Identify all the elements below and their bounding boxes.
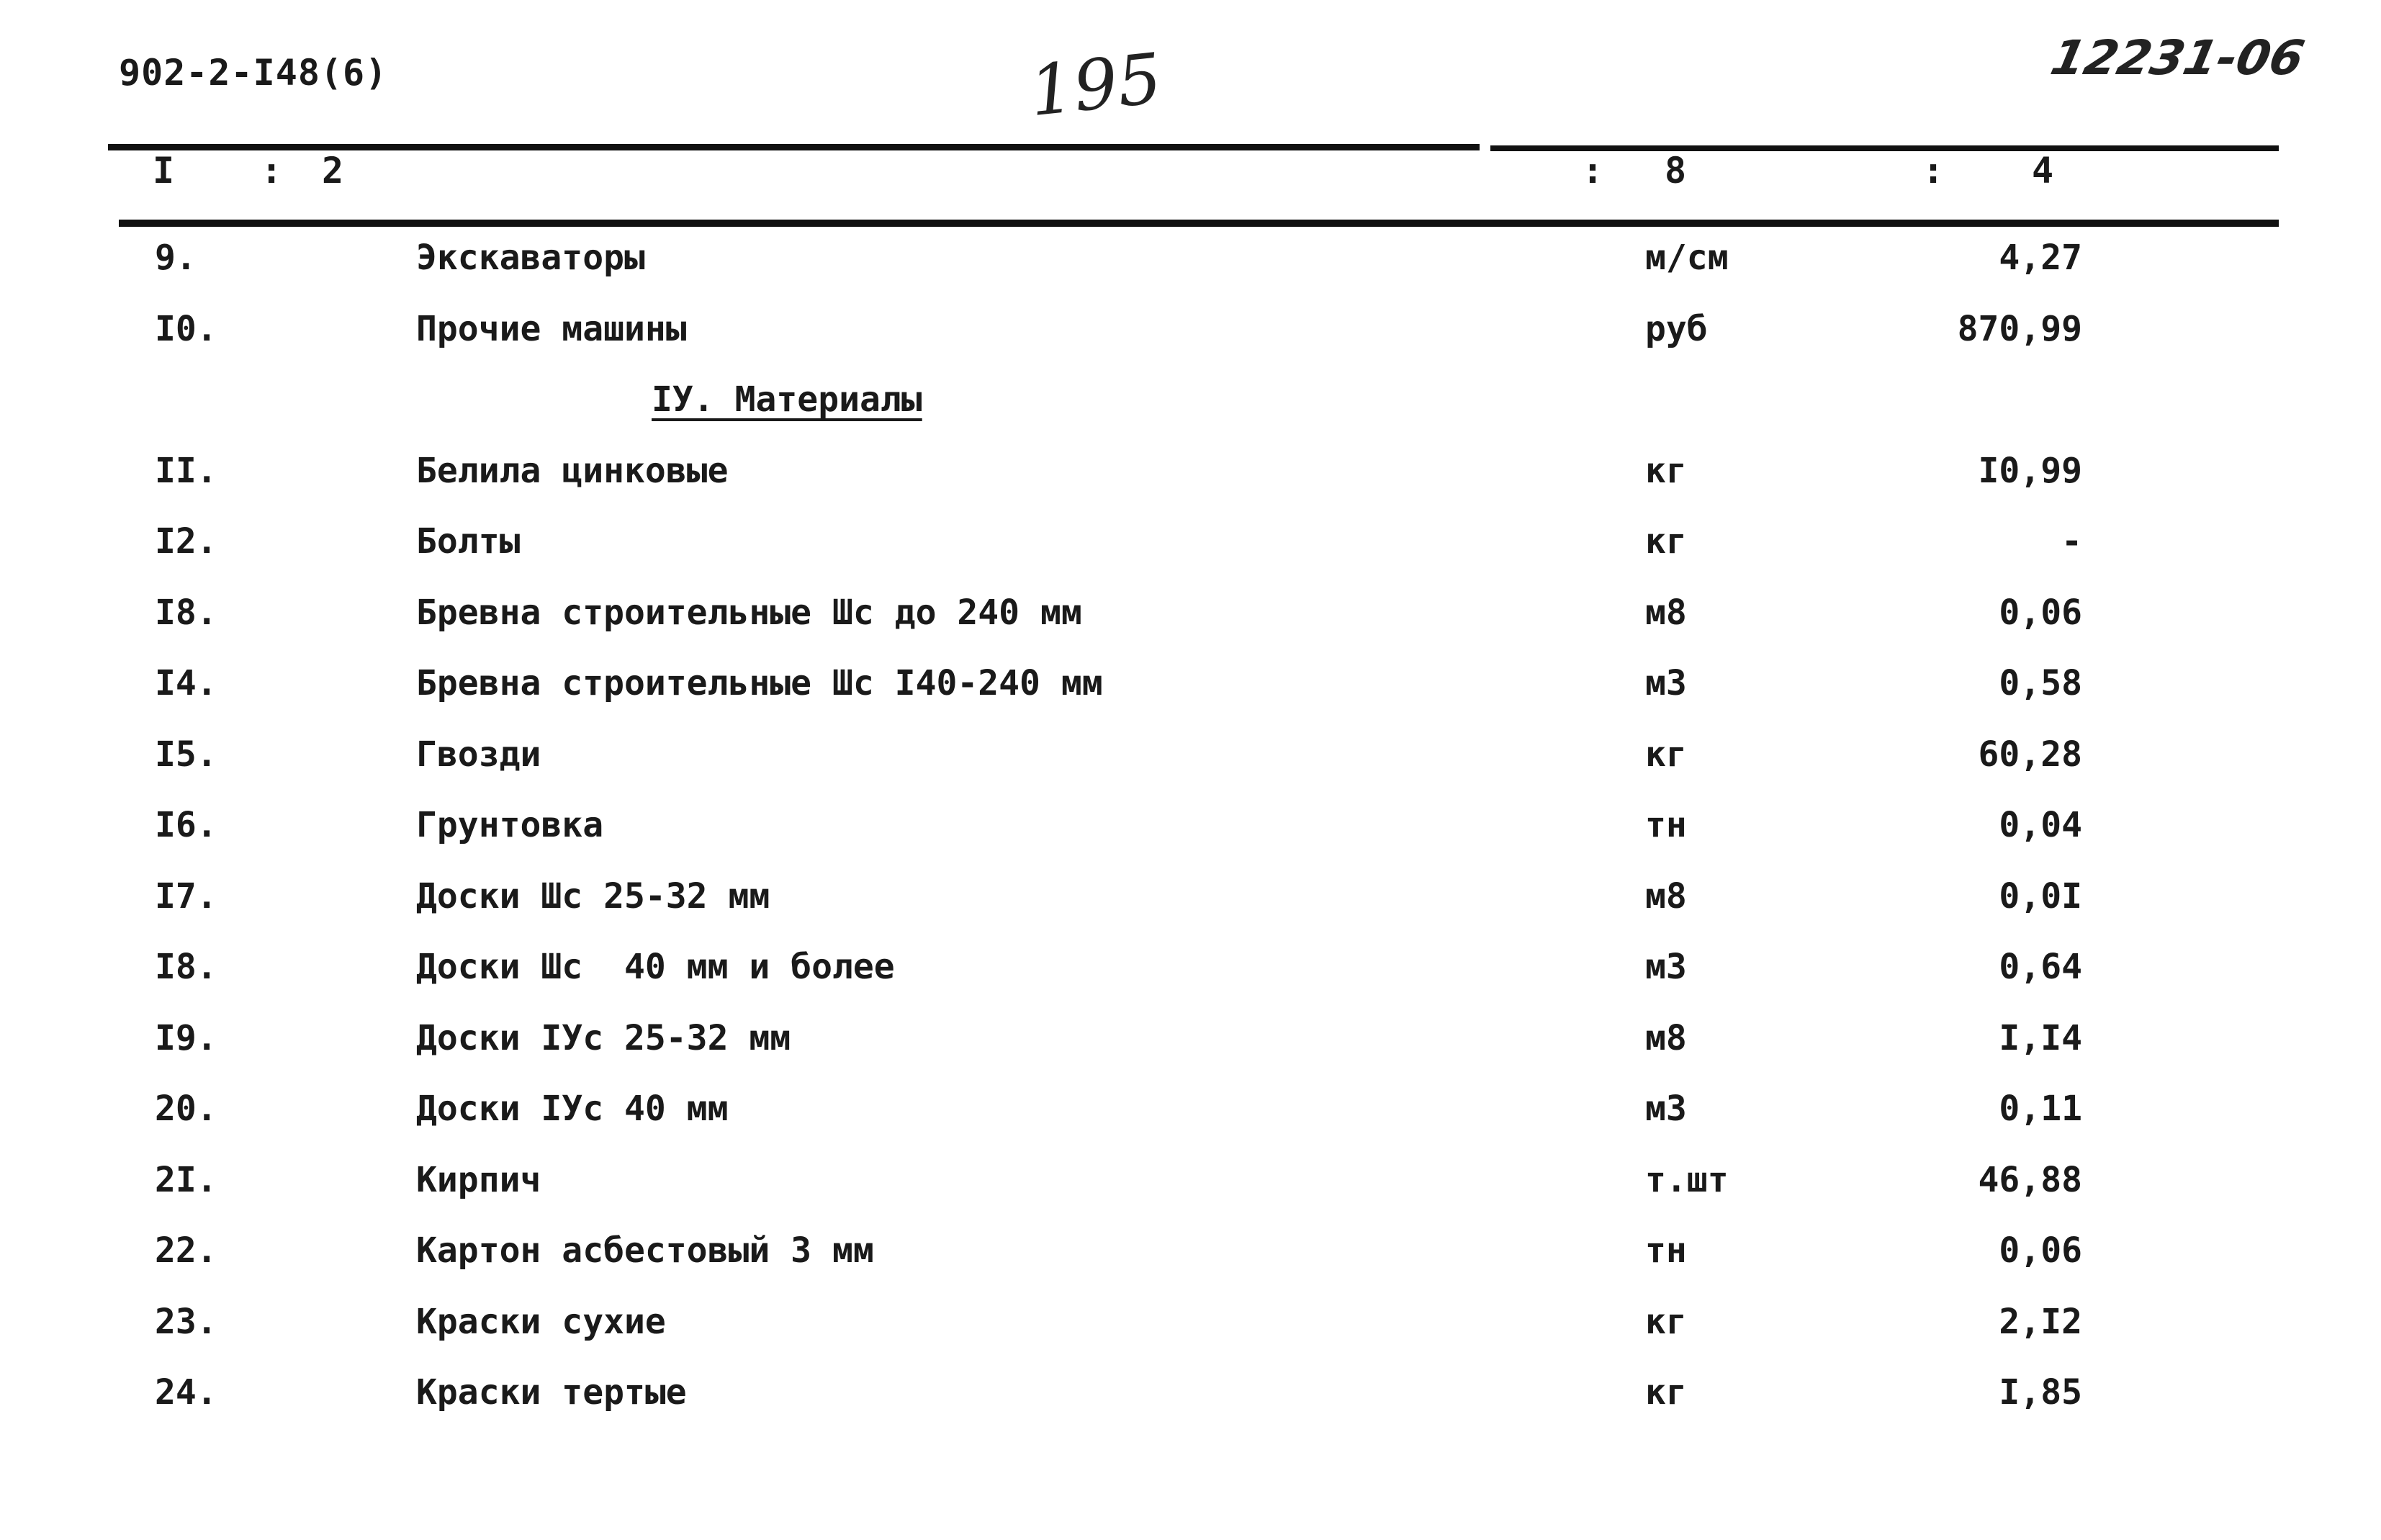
header-separator: : [1922,150,1945,192]
row-name: Грунтовка [416,805,604,845]
header-col-4: 4 [2032,150,2054,192]
table-row [0,663,2381,734]
table-row [0,521,2381,593]
row-number: I2. [155,521,217,562]
header-separator: : [1582,150,1604,192]
row-unit: т.шт [1645,1159,1729,1200]
row-name: Краски сухие [416,1301,666,1342]
row-number: I8. [155,592,217,633]
row-name: Доски Шс 40 мм и более [416,947,895,987]
table-row [0,1230,2381,1302]
row-name: Доски IУс 25-32 мм [416,1017,791,1058]
row-unit: м3 [1645,1089,1687,1129]
row-value: 0,64 [1999,947,2082,987]
row-name: Гвозди [416,734,541,775]
row-value: 0,06 [1999,1230,2082,1271]
row-value: 0,0I [1999,875,2082,917]
row-value: I,85 [1999,1372,2082,1413]
row-name: Болты [416,521,521,562]
row-name: Экскаваторы [416,238,645,278]
row-name: Бревна строительные Шс I40-240 мм [416,663,1103,703]
table-row [0,1302,2381,1373]
row-value: I,I4 [1999,1017,2082,1058]
row-unit: кг [1645,450,1687,491]
row-number: 20. [155,1089,217,1129]
row-number: 2I. [155,1159,217,1200]
row-value: 60,28 [1978,734,2082,775]
section-row [0,379,2381,451]
row-value: 0,04 [1999,805,2082,845]
row-name: Бревна строительные Шс до 240 мм [416,592,1082,633]
row-unit: тн [1645,1230,1687,1271]
row-value: 2,I2 [1999,1301,2082,1342]
row-value: 0,06 [1999,592,2082,633]
table-row [0,593,2381,664]
row-number: 22. [155,1230,217,1271]
row-number: I6. [155,805,217,845]
row-value: 0,11 [1999,1089,2082,1129]
row-unit: м3 [1645,947,1687,987]
row-number: I5. [155,734,217,775]
row-value: - [2061,521,2082,562]
row-unit: м8 [1645,875,1687,917]
handwritten-archive-number: 12231-06 [2045,30,2310,86]
row-number: I9. [155,1017,217,1058]
table-row [0,309,2381,380]
table-header-row [0,150,2381,200]
row-value: 0,58 [1999,663,2082,703]
row-unit: руб [1645,308,1708,349]
row-name: Прочие машины [416,308,687,349]
table-row [0,876,2381,947]
row-number: I0. [155,308,217,349]
row-unit: кг [1645,1372,1687,1413]
table-row [0,1018,2381,1089]
row-unit: м8 [1645,592,1687,633]
row-number: I8. [155,947,217,987]
row-name: Кирпич [416,1159,541,1200]
header-col-1: I [153,150,175,192]
row-number: 9. [155,238,197,278]
table-row [0,734,2381,806]
row-name: Доски Шс 25-32 мм [416,875,770,917]
row-number: II. [155,450,217,491]
row-number: 24. [155,1372,217,1413]
row-name: Доски IУс 40 мм [416,1089,729,1129]
table-row [0,805,2381,876]
row-value: 870,99 [1957,308,2082,349]
row-value: 4,27 [1999,238,2082,278]
section-title: IУ. Материалы [652,379,922,420]
row-name: Картон асбестовый 3 мм [416,1230,874,1271]
table-header-bottom-rule [119,220,2279,227]
row-name: Белила цинковые [416,450,729,491]
handwritten-page-number: 195 [1025,37,1166,132]
row-unit: тн [1645,805,1687,845]
row-unit: кг [1645,1301,1687,1342]
header-col-2: 2 [322,150,344,192]
row-value: I0,99 [1978,450,2082,491]
table-row [0,1372,2381,1444]
table-row [0,1160,2381,1231]
table-row [0,947,2381,1018]
row-unit: м/см [1645,238,1729,278]
header-col-3: 8 [1665,150,1687,192]
row-unit: кг [1645,521,1687,562]
row-unit: м3 [1645,663,1687,703]
document-code: 902-2-I48(6) [119,52,388,94]
row-number: I4. [155,663,217,703]
table-row [0,1444,2381,1515]
header-separator: : [261,150,283,192]
table-row [0,238,2381,309]
row-unit: кг [1645,734,1687,775]
row-number: 23. [155,1301,217,1342]
table-row [0,451,2381,522]
row-value: 46,88 [1978,1159,2082,1200]
row-name: Краски тертые [416,1372,687,1413]
table-body [0,238,2381,1514]
row-number: I7. [155,875,217,917]
row-unit: м8 [1645,1017,1687,1058]
table-row [0,1089,2381,1160]
